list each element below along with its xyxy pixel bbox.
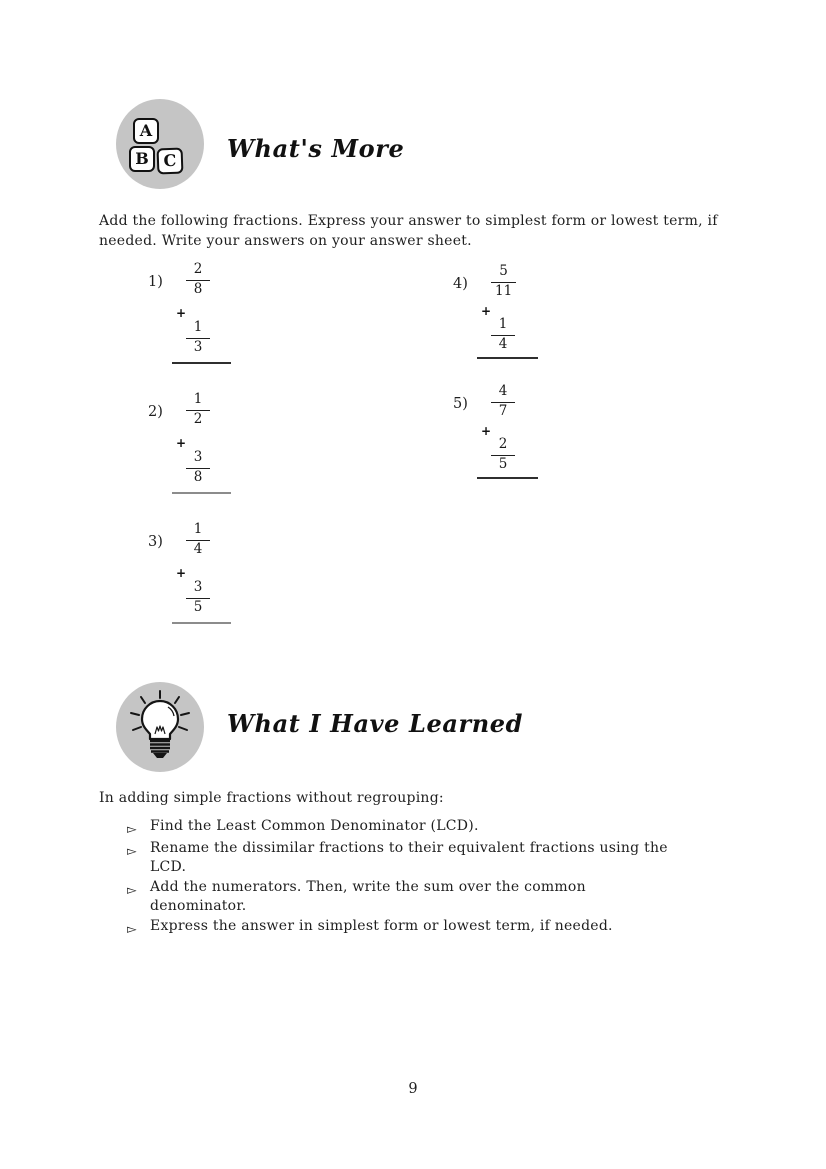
fraction-bottom <box>190 320 206 355</box>
section-title-whats-more: What's More <box>227 134 405 163</box>
fraction-bottom <box>190 580 206 615</box>
fraction-problem-2 <box>148 392 258 498</box>
numerator: 3 <box>193 449 203 465</box>
denominator: 8 <box>193 281 203 297</box>
bullet-text <box>150 917 613 939</box>
bullet-text <box>150 817 479 839</box>
plus-operator: + <box>481 304 492 318</box>
numerator: 3 <box>193 579 203 595</box>
fraction-problem-4 <box>453 264 563 370</box>
plus-operator: + <box>481 424 492 438</box>
answer-line <box>477 477 538 479</box>
answer-line <box>172 492 231 494</box>
abc-block-c-letter: C <box>163 150 177 171</box>
problem-label: 4) <box>453 276 468 292</box>
numerator: 1 <box>193 391 203 407</box>
fraction-problem-1 <box>148 262 258 368</box>
list-item <box>127 878 727 917</box>
answer-line <box>172 362 231 364</box>
fraction-top <box>190 522 206 557</box>
problem-label: 3) <box>148 534 163 550</box>
fraction-problem-5 <box>453 384 563 490</box>
instructions-line-2: needed. Write your answers on your answer sheet. <box>99 232 472 249</box>
abc-block-a <box>133 118 159 144</box>
fraction-top <box>495 384 511 419</box>
problem-label: 2) <box>148 404 163 420</box>
list-item <box>127 839 727 878</box>
fraction-problem-3 <box>148 522 258 628</box>
bullet-line: denominator. <box>150 898 247 914</box>
denominator: 2 <box>193 411 203 427</box>
abc-block-a-letter: A <box>139 121 153 140</box>
instructions-text <box>99 212 759 251</box>
denominator: 5 <box>193 599 203 615</box>
fraction-bottom <box>495 317 511 352</box>
list-item <box>127 817 727 839</box>
abc-block-b <box>129 146 155 172</box>
bullet-line: Express the answer in simplest form or lowest term, if needed. <box>150 917 613 934</box>
plus-operator: + <box>176 566 187 580</box>
denominator: 3 <box>193 339 203 355</box>
bullet-text <box>150 878 586 917</box>
fraction-top <box>190 262 206 297</box>
arrow-bullet-icon: ▻ <box>127 842 137 858</box>
section-title-what-i-have-learned: What I Have Learned <box>227 709 524 738</box>
bullet-line: Find the Least Common Denominator (LCD). <box>150 818 479 834</box>
bullet-line: LCD. <box>150 859 187 875</box>
bullet-line: Rename the dissimilar fractions to their equivalent fractions using the <box>150 839 668 856</box>
numerator: 1 <box>193 521 203 537</box>
denominator: 4 <box>193 541 203 557</box>
problem-label: 1) <box>148 274 163 290</box>
answer-line <box>172 622 231 624</box>
abc-block-b-letter: B <box>135 149 149 168</box>
numerator: 2 <box>498 436 508 452</box>
denominator: 5 <box>498 456 508 472</box>
denominator: 11 <box>495 283 513 299</box>
learned-intro-text: In adding simple fractions without regrouping: <box>99 790 444 806</box>
abc-block-c <box>157 148 184 175</box>
bullet-text <box>150 839 668 878</box>
page-number: 9 <box>408 1081 418 1097</box>
abc-blocks-icon <box>116 99 204 189</box>
numerator: 1 <box>498 316 508 332</box>
fraction-top <box>190 392 206 427</box>
numerator: 1 <box>193 319 203 335</box>
numerator: 5 <box>499 263 508 279</box>
bullet-line: Add the numerators. Then, write the sum over the common <box>150 878 586 895</box>
fraction-bottom <box>495 437 511 472</box>
lightbulb-drawing <box>116 682 204 772</box>
numerator: 2 <box>193 261 203 277</box>
instructions-line-1: Add the following fractions. Express your answer to simplest form or lowest term, if <box>99 213 718 229</box>
denominator: 7 <box>498 403 508 419</box>
learned-bullet-list <box>127 817 727 938</box>
numerator: 4 <box>498 383 508 399</box>
plus-operator: + <box>176 306 187 320</box>
arrow-bullet-icon: ▻ <box>127 920 137 936</box>
denominator: 4 <box>498 336 508 352</box>
answer-line <box>477 357 538 359</box>
problem-label: 5) <box>453 396 468 412</box>
plus-operator: + <box>176 436 187 450</box>
fraction-bottom <box>190 450 206 485</box>
arrow-bullet-icon: ▻ <box>127 821 137 836</box>
fraction-top <box>495 264 512 299</box>
arrow-bullet-icon: ▻ <box>127 881 137 897</box>
list-item <box>127 917 727 939</box>
denominator: 8 <box>193 469 203 485</box>
lightbulb-icon <box>116 682 204 772</box>
